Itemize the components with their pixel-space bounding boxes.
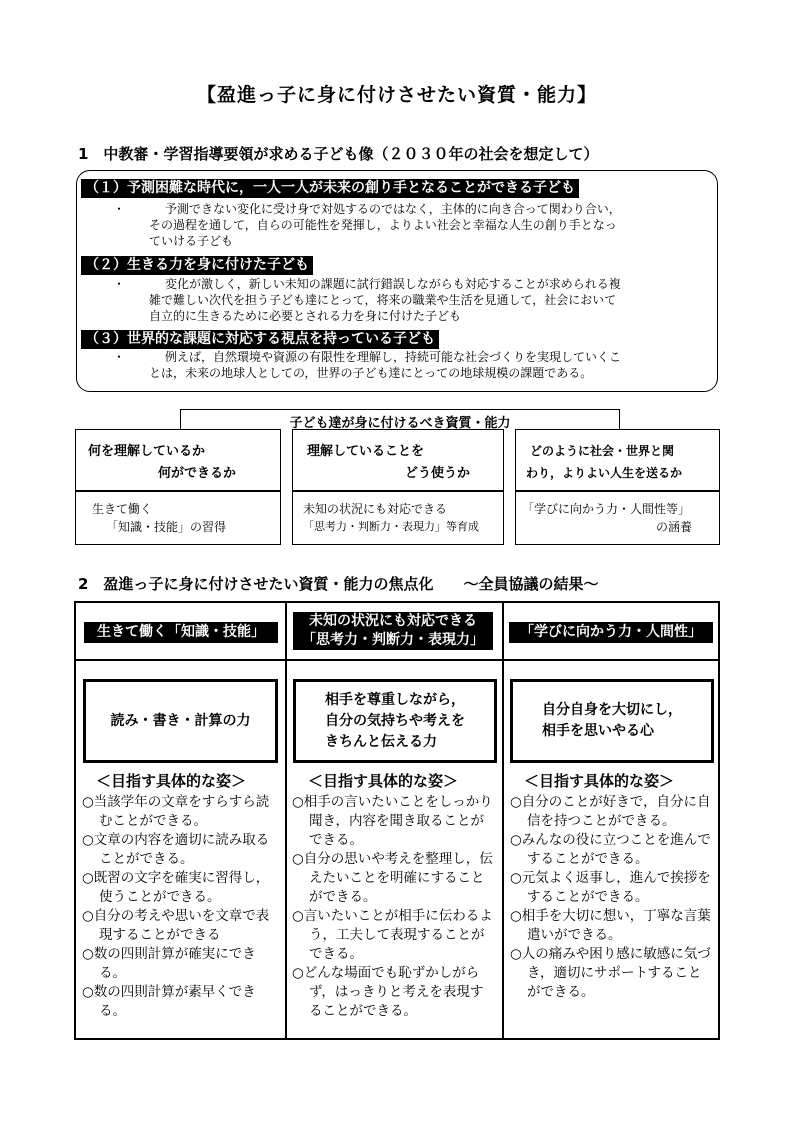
pillar-knowledge-head2: 何ができるか (158, 466, 237, 481)
pillar-knowledge-sub1: 生きて働く (92, 502, 153, 516)
col3-focus: 自分自身を大切にし， 相手を思いやる心 (510, 679, 714, 763)
col2-subheading: ＜目指す具体的な姿＞ (308, 772, 459, 790)
divider (293, 490, 503, 492)
list-item: ○自分の思いや考えを整理し，伝えたいことを明確にすることができる。 (292, 851, 493, 905)
section1-heading: 1 中教審・学習指導要領が求める子ども像（２０３０年の社会を想定して） (78, 145, 599, 163)
connector-label: 子ども達が身に付けるべき資質・能力 (289, 416, 511, 431)
child-image-box (76, 170, 718, 392)
list-item: ○言いたいことが相手に伝わるよう，工夫して表現することができる。 (292, 908, 493, 962)
pillar-knowledge-head1: 何を理解しているか (88, 444, 206, 459)
pillar-humanity-sub2: の涵養 (656, 520, 693, 534)
list-item: ○相手を大切に想い，丁寧な言葉遣いができる。 (510, 908, 711, 943)
col1-subheading: ＜目指す具体的な姿＞ (96, 772, 247, 790)
item3-text: ・ 例えば，自然環境や資源の有限性を理解し，持続可能な社会づくりを実現していくこ とは，未来の地球人としての，世界の子ども達にとっての地球規模の課題である。 (113, 350, 622, 380)
column-divider (502, 603, 504, 1038)
column-divider (285, 603, 287, 1038)
section2-heading: 2 盈進っ子に身に付けさせたい資質・能力の焦点化 ～全員協議の結果～ (78, 575, 599, 593)
col1-items (82, 793, 280, 1021)
item3-label: （３）世界的な課題に対応する視点を持っている子ども (81, 330, 439, 349)
page-title: 【盈進っ子に身に付けさせたい資質・能力】 (196, 84, 597, 106)
pillar-thinking-sub2: 「思考力・判断力・表現力」等育成 (303, 520, 479, 533)
list-item: ○元気よく返事し，進んで挨拶をすることができる。 (510, 870, 711, 905)
pillar-thinking-head1: 理解していることを (307, 444, 425, 459)
list-item: ○当該学年の文章をすらすら読むことができる。 (82, 794, 270, 829)
pillar-humanity-head2: わり，よりよい人生を送るか (526, 466, 683, 480)
pillar-thinking-sub1: 未知の状況にも対応できる (303, 502, 448, 516)
pillar-knowledge (75, 429, 281, 545)
col1-header: 生きて働く「知識・技能」 (84, 622, 278, 643)
col2-focus: 相手を尊重しながら， 自分の気持ちや考えを きちんと伝える力 (293, 679, 497, 763)
pillar-thinking (292, 429, 504, 545)
col3-items (510, 793, 714, 1002)
item2-text: ・ 変化が激しく，新しい未知の課題に試行錯誤しながらも対応することが求められる複 雑で難しい次代を担う子ども達にとって，将来の職業や生活を見通して，社会において 自立的に生きるために必要とされる力を身に付けた子ども (113, 277, 621, 323)
list-item: ○自分の考えや思いを文章で表現することができる (82, 908, 270, 943)
col3-header: 「学びに向かう力・人間性」 (509, 622, 713, 643)
list-item: ○みんなの役に立つことを進んですることができる。 (510, 832, 711, 867)
item2-label: （２）生きる力を身に付けた子ども (81, 256, 313, 275)
item1-text: ・ 予測できない変化に受け身で対処するのではなく，主体的に向き合って関わり合い， その過程を通して，自らの可能性を発揮し，よりよい社会と幸福な人生の創り手となっ ていける子ども (113, 202, 621, 248)
col2-items (292, 793, 496, 1021)
col1-focus: 読み・書き・計算の力 (83, 679, 278, 763)
pillar-humanity-sub1: 「学びに向かう力・人間性等」 (522, 502, 691, 516)
list-item: ○自分のことが好きで，自分に自信を持つことができる。 (510, 794, 711, 829)
list-item: ○数の四則計算が素早くできる。 (82, 984, 256, 1019)
pillar-thinking-head2: どう使うか (405, 466, 471, 481)
pillar-humanity (515, 429, 720, 545)
list-item: ○既習の文字を確実に習得し，使うことができる。 (82, 870, 270, 905)
list-item: ○相手の言いたいことをしっかり聞き，内容を聞き取ることができる。 (292, 794, 493, 848)
list-item: ○どんな場面でも恥ずかしがらず，はっきりと考えを表現することができる。 (292, 965, 484, 1019)
list-item: ○文章の内容を適切に読み取ることができる。 (82, 832, 270, 867)
divider (516, 490, 719, 492)
divider (76, 490, 280, 492)
item1-label: （１）予測困難な時代に，一人一人が未来の創り手となることができる子ども (81, 179, 579, 198)
list-item: ○人の痛みや困り感に敏感に気づき，適切にサポートすることができる。 (510, 946, 711, 1000)
header-divider (76, 659, 718, 661)
col2-header: 未知の状況にも対応できる 「思考力・判断力・表現力」 (293, 612, 493, 650)
col3-subheading: ＜目指す具体的な姿＞ (524, 772, 675, 790)
pillar-knowledge-sub2: 「知識・技能」の習得 (106, 520, 227, 534)
list-item: ○数の四則計算が確実にできる。 (82, 946, 256, 981)
pillar-humanity-head1: どのように社会・世界と関 (530, 444, 675, 458)
focus-table (74, 601, 720, 1040)
